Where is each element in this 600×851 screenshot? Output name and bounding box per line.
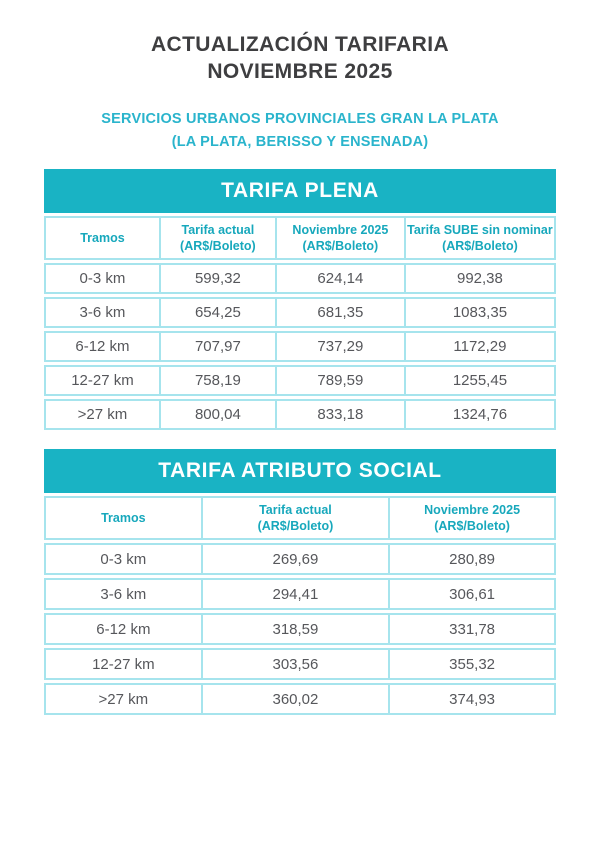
table-row	[44, 365, 556, 396]
cell-tramo: 12-27 km	[44, 648, 203, 680]
page-title-line1: ACTUALIZACIÓN TARIFARIA	[150, 33, 450, 56]
table-row	[44, 331, 556, 362]
column-header-sublabel: (AR$/Boleto)	[442, 239, 518, 253]
page-subtitle	[0, 108, 600, 154]
cell-tramo: 6-12 km	[44, 613, 203, 645]
column-header-sublabel: (AR$/Boleto)	[257, 519, 334, 533]
cell-tarifa-actual: 599,32	[161, 263, 277, 294]
cell-noviembre: 737,29	[277, 331, 406, 362]
cell-noviembre: 280,89	[390, 543, 556, 575]
column-header-label: Noviembre 2025	[292, 223, 389, 237]
cell-tarifa-actual: 269,69	[203, 543, 390, 575]
cell-tramo: 3-6 km	[44, 578, 203, 610]
cell-tramo: 3-6 km	[44, 297, 161, 328]
cell-sube: 1083,35	[406, 297, 556, 328]
tarifa-plena-title: TARIFA PLENA	[44, 169, 556, 213]
cell-noviembre: 306,61	[390, 578, 556, 610]
cell-tarifa-actual: 654,25	[161, 297, 277, 328]
cell-tarifa-actual: 294,41	[203, 578, 390, 610]
column-header-noviembre-2025	[277, 216, 406, 260]
cell-tramo: 0-3 km	[44, 263, 161, 294]
cell-noviembre: 355,32	[390, 648, 556, 680]
cell-noviembre: 789,59	[277, 365, 406, 396]
cell-tarifa-actual: 758,19	[161, 365, 277, 396]
cell-noviembre: 681,35	[277, 297, 406, 328]
column-header-label: Tramos	[80, 231, 125, 245]
cell-tramo: 12-27 km	[44, 365, 161, 396]
column-header-label: Noviembre 2025	[424, 503, 521, 517]
tarifa-plena-table	[44, 213, 556, 433]
cell-noviembre: 331,78	[390, 613, 556, 645]
tarifa-atributo-social-section	[44, 449, 556, 718]
column-header-tarifa-actual	[161, 216, 277, 260]
table-row	[44, 399, 556, 430]
cell-tramo: 6-12 km	[44, 331, 161, 362]
tarifa-atributo-social-title: TARIFA ATRIBUTO SOCIAL	[44, 449, 556, 493]
page-title-line2: NOVIEMBRE 2025	[207, 60, 393, 83]
cell-tarifa-actual: 360,02	[203, 683, 390, 715]
cell-tarifa-actual: 800,04	[161, 399, 277, 430]
column-header-tramos	[44, 216, 161, 260]
cell-tarifa-actual: 318,59	[203, 613, 390, 645]
page-subtitle-line1: SERVICIOS URBANOS PROVINCIALES GRAN LA PLATA	[101, 111, 499, 127]
cell-noviembre: 624,14	[277, 263, 406, 294]
cell-sube: 992,38	[406, 263, 556, 294]
tarifa-plena-section	[44, 169, 556, 433]
table-row	[44, 578, 556, 610]
cell-noviembre: 374,93	[390, 683, 556, 715]
tarifa-atributo-social-table	[44, 493, 556, 718]
header-row	[44, 496, 556, 540]
column-header-sublabel: (AR$/Boleto)	[434, 519, 510, 533]
cell-tarifa-actual: 303,56	[203, 648, 390, 680]
table-row	[44, 683, 556, 715]
cell-sube: 1172,29	[406, 331, 556, 362]
column-header-label: Tarifa actual	[259, 503, 332, 517]
cell-sube: 1255,45	[406, 365, 556, 396]
table-row	[44, 613, 556, 645]
table-row	[44, 263, 556, 294]
cell-tramo: >27 km	[44, 399, 161, 430]
column-header-sublabel: (AR$/Boleto)	[302, 239, 379, 253]
column-header-sube-sin-nominar	[406, 216, 556, 260]
table-row	[44, 648, 556, 680]
cell-tramo: 0-3 km	[44, 543, 203, 575]
column-header-label: Tarifa actual	[181, 223, 255, 237]
cell-tramo: >27 km	[44, 683, 203, 715]
page-subtitle-line2: (LA PLATA, BERISSO Y ENSENADA)	[171, 134, 429, 150]
column-header-label: Tramos	[101, 511, 146, 525]
column-header-noviembre-2025	[390, 496, 556, 540]
cell-tarifa-actual: 707,97	[161, 331, 277, 362]
column-header-sublabel: (AR$/Boleto)	[180, 239, 256, 253]
table-row	[44, 297, 556, 328]
header-row	[44, 216, 556, 260]
table-row	[44, 543, 556, 575]
column-header-label: Tarifa SUBE sin nominar	[407, 223, 553, 237]
page-title	[0, 0, 600, 85]
cell-noviembre: 833,18	[277, 399, 406, 430]
column-header-tarifa-actual	[203, 496, 390, 540]
cell-sube: 1324,76	[406, 399, 556, 430]
column-header-tramos	[44, 496, 203, 540]
